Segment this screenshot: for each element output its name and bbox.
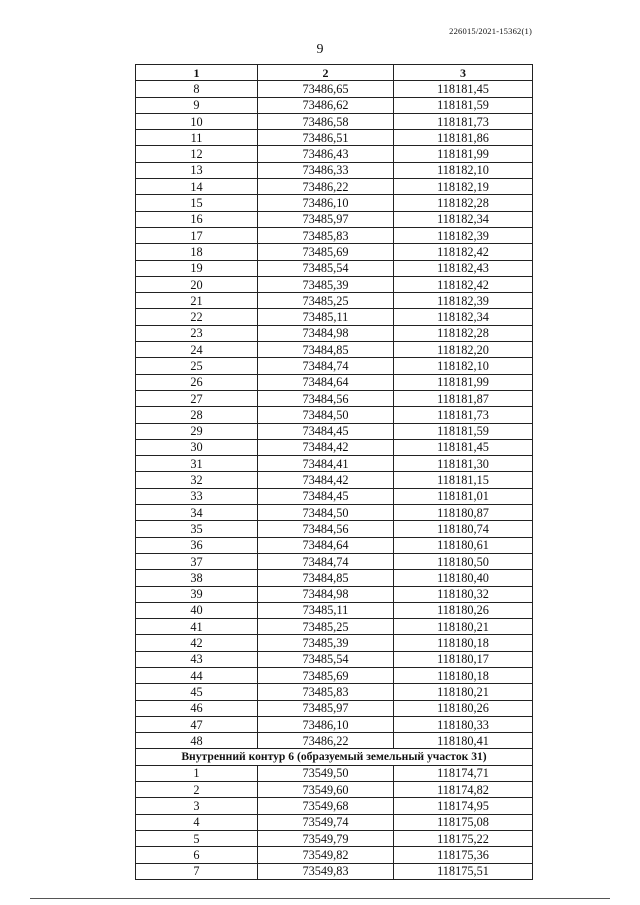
y-coordinate-cell: 118180,21	[394, 684, 533, 700]
coordinates-table-container	[135, 64, 532, 880]
y-coordinate-cell: 118175,08	[394, 814, 533, 830]
point-number-cell: 25	[136, 358, 258, 374]
table-row	[136, 863, 533, 879]
x-coordinate-cell: 73549,50	[258, 765, 394, 781]
point-number-cell: 18	[136, 244, 258, 260]
table-row	[136, 195, 533, 211]
y-coordinate-cell: 118180,32	[394, 586, 533, 602]
document-number: 226015/2021-15362(1)	[449, 26, 532, 36]
y-coordinate-cell: 118175,36	[394, 847, 533, 863]
table-row	[136, 847, 533, 863]
table-row	[136, 211, 533, 227]
x-coordinate-cell: 73484,42	[258, 439, 394, 455]
table-row	[136, 684, 533, 700]
point-number-cell: 33	[136, 488, 258, 504]
y-coordinate-cell: 118182,42	[394, 244, 533, 260]
y-coordinate-cell: 118175,51	[394, 863, 533, 879]
section-header-row	[136, 749, 533, 765]
x-coordinate-cell: 73484,42	[258, 472, 394, 488]
point-number-cell: 42	[136, 635, 258, 651]
y-coordinate-cell: 118180,26	[394, 700, 533, 716]
y-coordinate-cell: 118180,87	[394, 505, 533, 521]
y-coordinate-cell: 118181,59	[394, 423, 533, 439]
y-coordinate-cell: 118181,73	[394, 407, 533, 423]
y-coordinate-cell: 118181,15	[394, 472, 533, 488]
y-coordinate-cell: 118174,95	[394, 798, 533, 814]
x-coordinate-cell: 73549,82	[258, 847, 394, 863]
y-coordinate-cell: 118182,34	[394, 309, 533, 325]
y-coordinate-cell: 118181,86	[394, 130, 533, 146]
column-header-1: 1	[136, 65, 258, 81]
x-coordinate-cell: 73549,68	[258, 798, 394, 814]
point-number-cell: 19	[136, 260, 258, 276]
point-number-cell: 28	[136, 407, 258, 423]
point-number-cell: 31	[136, 456, 258, 472]
x-coordinate-cell: 73485,39	[258, 276, 394, 292]
y-coordinate-cell: 118180,74	[394, 521, 533, 537]
section-title: Внутренний контур 6 (образуемый земельный участок 31)	[136, 749, 533, 765]
x-coordinate-cell: 73485,83	[258, 227, 394, 243]
y-coordinate-cell: 118182,39	[394, 293, 533, 309]
y-coordinate-cell: 118182,10	[394, 358, 533, 374]
coordinates-table	[135, 64, 533, 880]
x-coordinate-cell: 73484,56	[258, 521, 394, 537]
y-coordinate-cell: 118182,34	[394, 211, 533, 227]
table-row	[136, 325, 533, 341]
point-number-cell: 14	[136, 179, 258, 195]
point-number-cell: 47	[136, 716, 258, 732]
x-coordinate-cell: 73549,74	[258, 814, 394, 830]
point-number-cell: 35	[136, 521, 258, 537]
x-coordinate-cell: 73486,51	[258, 130, 394, 146]
y-coordinate-cell: 118182,42	[394, 276, 533, 292]
point-number-cell: 37	[136, 553, 258, 569]
point-number-cell: 30	[136, 439, 258, 455]
table-row	[136, 130, 533, 146]
table-row	[136, 309, 533, 325]
table-row	[136, 260, 533, 276]
table-row	[136, 456, 533, 472]
x-coordinate-cell: 73484,45	[258, 423, 394, 439]
x-coordinate-cell: 73484,64	[258, 537, 394, 553]
x-coordinate-cell: 73549,83	[258, 863, 394, 879]
table-row	[136, 113, 533, 129]
point-number-cell: 36	[136, 537, 258, 553]
point-number-cell: 12	[136, 146, 258, 162]
x-coordinate-cell: 73485,97	[258, 700, 394, 716]
table-row	[136, 733, 533, 749]
y-coordinate-cell: 118181,45	[394, 81, 533, 97]
point-number-cell: 2	[136, 782, 258, 798]
table-section	[136, 749, 533, 765]
y-coordinate-cell: 118180,33	[394, 716, 533, 732]
x-coordinate-cell: 73486,43	[258, 146, 394, 162]
table-row	[136, 619, 533, 635]
point-number-cell: 5	[136, 830, 258, 846]
table-row	[136, 97, 533, 113]
point-number-cell: 7	[136, 863, 258, 879]
footer-divider	[30, 898, 610, 899]
table-row	[136, 293, 533, 309]
y-coordinate-cell: 118182,28	[394, 325, 533, 341]
point-number-cell: 29	[136, 423, 258, 439]
point-number-cell: 24	[136, 342, 258, 358]
table-row	[136, 146, 533, 162]
y-coordinate-cell: 118180,50	[394, 553, 533, 569]
y-coordinate-cell: 118181,01	[394, 488, 533, 504]
table-row	[136, 227, 533, 243]
page-number: 9	[316, 42, 324, 57]
table-body-contour	[136, 81, 533, 749]
y-coordinate-cell: 118181,73	[394, 113, 533, 129]
point-number-cell: 40	[136, 602, 258, 618]
x-coordinate-cell: 73484,64	[258, 374, 394, 390]
x-coordinate-cell: 73486,22	[258, 179, 394, 195]
x-coordinate-cell: 73486,22	[258, 733, 394, 749]
table-row	[136, 635, 533, 651]
point-number-cell: 23	[136, 325, 258, 341]
point-number-cell: 39	[136, 586, 258, 602]
point-number-cell: 27	[136, 390, 258, 406]
y-coordinate-cell: 118182,10	[394, 162, 533, 178]
x-coordinate-cell: 73486,10	[258, 716, 394, 732]
y-coordinate-cell: 118175,22	[394, 830, 533, 846]
y-coordinate-cell: 118182,28	[394, 195, 533, 211]
point-number-cell: 44	[136, 667, 258, 683]
x-coordinate-cell: 73484,74	[258, 553, 394, 569]
point-number-cell: 34	[136, 505, 258, 521]
x-coordinate-cell: 73485,54	[258, 651, 394, 667]
point-number-cell: 13	[136, 162, 258, 178]
x-coordinate-cell: 73485,25	[258, 293, 394, 309]
point-number-cell: 6	[136, 847, 258, 863]
x-coordinate-cell: 73486,10	[258, 195, 394, 211]
point-number-cell: 8	[136, 81, 258, 97]
x-coordinate-cell: 73486,65	[258, 81, 394, 97]
point-number-cell: 43	[136, 651, 258, 667]
point-number-cell: 32	[136, 472, 258, 488]
table-row	[136, 423, 533, 439]
point-number-cell: 16	[136, 211, 258, 227]
table-row	[136, 553, 533, 569]
x-coordinate-cell: 73484,50	[258, 407, 394, 423]
x-coordinate-cell: 73484,98	[258, 586, 394, 602]
table-row	[136, 765, 533, 781]
point-number-cell: 10	[136, 113, 258, 129]
table-row	[136, 570, 533, 586]
table-row	[136, 162, 533, 178]
x-coordinate-cell: 73485,25	[258, 619, 394, 635]
table-row	[136, 244, 533, 260]
y-coordinate-cell: 118181,30	[394, 456, 533, 472]
x-coordinate-cell: 73484,41	[258, 456, 394, 472]
y-coordinate-cell: 118182,39	[394, 227, 533, 243]
x-coordinate-cell: 73485,69	[258, 244, 394, 260]
point-number-cell: 17	[136, 227, 258, 243]
x-coordinate-cell: 73486,58	[258, 113, 394, 129]
table-row	[136, 439, 533, 455]
table-row	[136, 505, 533, 521]
point-number-cell: 22	[136, 309, 258, 325]
point-number-cell: 46	[136, 700, 258, 716]
x-coordinate-cell: 73485,39	[258, 635, 394, 651]
table-row	[136, 830, 533, 846]
y-coordinate-cell: 118180,61	[394, 537, 533, 553]
y-coordinate-cell: 118180,18	[394, 635, 533, 651]
point-number-cell: 15	[136, 195, 258, 211]
table-row	[136, 472, 533, 488]
table-row	[136, 179, 533, 195]
y-coordinate-cell: 118174,71	[394, 765, 533, 781]
point-number-cell: 9	[136, 97, 258, 113]
x-coordinate-cell: 73484,98	[258, 325, 394, 341]
x-coordinate-cell: 73485,69	[258, 667, 394, 683]
table-row	[136, 651, 533, 667]
table-row	[136, 342, 533, 358]
table-row	[136, 716, 533, 732]
table-row	[136, 602, 533, 618]
x-coordinate-cell: 73484,85	[258, 570, 394, 586]
x-coordinate-cell: 73485,54	[258, 260, 394, 276]
table-header-row	[136, 65, 533, 81]
x-coordinate-cell: 73484,85	[258, 342, 394, 358]
table-row	[136, 586, 533, 602]
table-row	[136, 81, 533, 97]
table-row	[136, 537, 533, 553]
y-coordinate-cell: 118181,99	[394, 374, 533, 390]
point-number-cell: 26	[136, 374, 258, 390]
y-coordinate-cell: 118182,19	[394, 179, 533, 195]
table-row	[136, 358, 533, 374]
x-coordinate-cell: 73549,60	[258, 782, 394, 798]
table-row	[136, 276, 533, 292]
point-number-cell: 21	[136, 293, 258, 309]
table-row	[136, 798, 533, 814]
x-coordinate-cell: 73485,83	[258, 684, 394, 700]
x-coordinate-cell: 73485,11	[258, 602, 394, 618]
y-coordinate-cell: 118180,41	[394, 733, 533, 749]
point-number-cell: 38	[136, 570, 258, 586]
table-row	[136, 374, 533, 390]
y-coordinate-cell: 118180,40	[394, 570, 533, 586]
table-row	[136, 667, 533, 683]
x-coordinate-cell: 73485,97	[258, 211, 394, 227]
point-number-cell: 3	[136, 798, 258, 814]
table-body-inner-contour	[136, 765, 533, 879]
y-coordinate-cell: 118180,21	[394, 619, 533, 635]
y-coordinate-cell: 118180,17	[394, 651, 533, 667]
y-coordinate-cell: 118181,87	[394, 390, 533, 406]
y-coordinate-cell: 118174,82	[394, 782, 533, 798]
x-coordinate-cell: 73485,11	[258, 309, 394, 325]
table-row	[136, 521, 533, 537]
table-row	[136, 814, 533, 830]
point-number-cell: 4	[136, 814, 258, 830]
table-row	[136, 390, 533, 406]
x-coordinate-cell: 73484,56	[258, 390, 394, 406]
table-row	[136, 782, 533, 798]
point-number-cell: 20	[136, 276, 258, 292]
y-coordinate-cell: 118180,26	[394, 602, 533, 618]
point-number-cell: 45	[136, 684, 258, 700]
y-coordinate-cell: 118180,18	[394, 667, 533, 683]
y-coordinate-cell: 118182,20	[394, 342, 533, 358]
x-coordinate-cell: 73484,50	[258, 505, 394, 521]
x-coordinate-cell: 73486,62	[258, 97, 394, 113]
table-row	[136, 488, 533, 504]
y-coordinate-cell: 118181,59	[394, 97, 533, 113]
y-coordinate-cell: 118181,45	[394, 439, 533, 455]
x-coordinate-cell: 73549,79	[258, 830, 394, 846]
table-row	[136, 407, 533, 423]
x-coordinate-cell: 73486,33	[258, 162, 394, 178]
y-coordinate-cell: 118182,43	[394, 260, 533, 276]
point-number-cell: 48	[136, 733, 258, 749]
x-coordinate-cell: 73484,74	[258, 358, 394, 374]
y-coordinate-cell: 118181,99	[394, 146, 533, 162]
table-row	[136, 700, 533, 716]
column-header-2: 2	[258, 65, 394, 81]
point-number-cell: 11	[136, 130, 258, 146]
x-coordinate-cell: 73484,45	[258, 488, 394, 504]
point-number-cell: 41	[136, 619, 258, 635]
point-number-cell: 1	[136, 765, 258, 781]
column-header-3: 3	[394, 65, 533, 81]
